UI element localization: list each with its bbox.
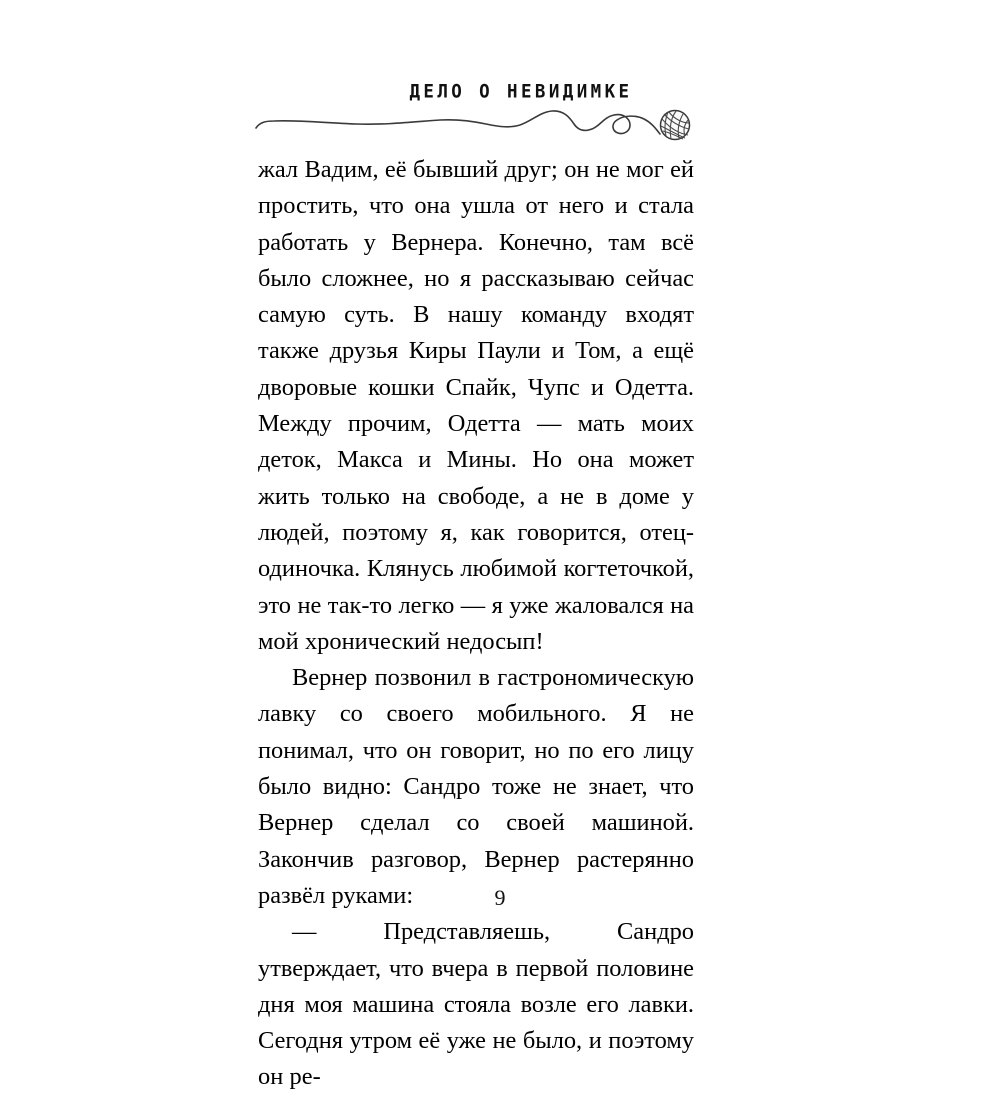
- page-number: 9: [494, 885, 506, 910]
- thread-path: [256, 111, 660, 134]
- folio: [0, 885, 1000, 911]
- ornament-divider: [252, 98, 702, 148]
- body-text-block: [258, 152, 694, 1096]
- paragraph-continuation: жал Вадим, её бывший друг; он не мог ей простить, что она ушла от него и стала работать у Вернера. Конечно, там всё было сложнее, но я рассказываю сейчас самую суть. В нашу команду входят также друзья Киры Паули и Том, а ещё дворовые кошки Спайк, Чупс и Одетта. Между прочим, Одетта — мать моих деток, Макса и Мины. Но она может жить только на свободе, а не в доме у людей, поэтому я, как говорится, отец-одиночка. Клянусь любимой когтеточкой, это не так-то легко — я уже жаловался на мой хронический недосып!: [258, 156, 694, 655]
- paragraph-narrative: Вернер позвонил в гастрономическую лавку со своего мобильного. Я не понимал, что он говорит, но по его лицу было видно: Сандро тоже не знает, что Вернер сделал со своей машиной. Закончив разговор, Вернер растерянно развёл руками:: [258, 664, 694, 909]
- yarn-thread-icon: [252, 98, 702, 148]
- chapter-title: ДЕЛО О НЕВИДИМКЕ: [409, 81, 633, 103]
- paragraph-dialogue: — Представляешь, Сандро утверждает, что вчера в первой половине дня моя машина стояла возле его лавки. Сегодня утром её уже не было, и поэтому он ре-: [258, 918, 694, 1091]
- yarn-ball-icon: [661, 111, 690, 140]
